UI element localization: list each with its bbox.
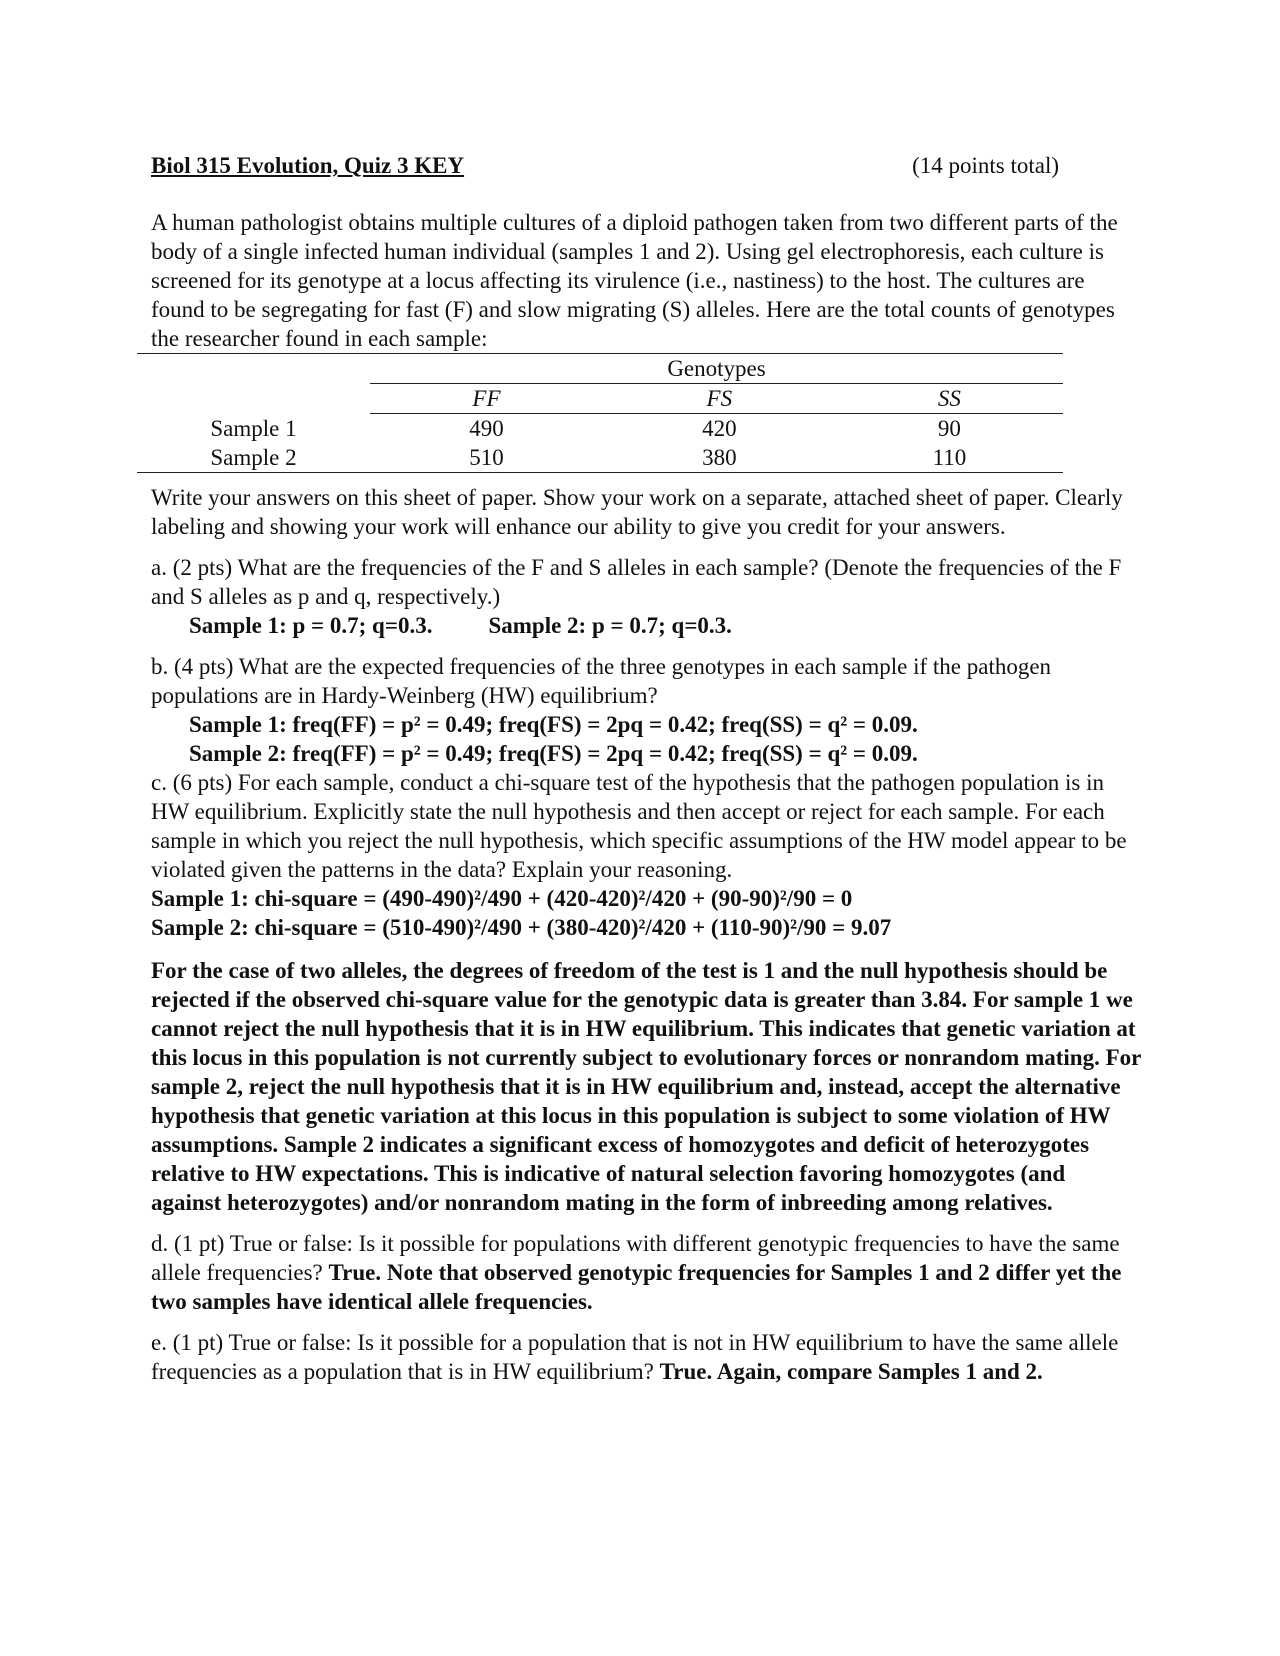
answer-d: True. Note that observed genotypic frequencies for Samples 1 and 2 differ yet the two samples have identical allele frequencies.	[151, 1260, 1122, 1314]
row-label: Sample 1	[210, 415, 297, 441]
answer-a-sample1: Sample 1: p = 0.7; q=0.3.	[189, 613, 433, 638]
genotype-table	[137, 353, 1063, 473]
answer-e: True. Again, compare Samples 1 and 2.	[659, 1359, 1043, 1384]
table-row	[137, 443, 1063, 473]
instructions: Write your answers on this sheet of paper. Show your work on a separate, attached sheet of paper. Clearly labeling and showing your work will enhance our ability to give you credit for your answers.	[151, 485, 1123, 539]
table-cell: 490	[469, 416, 504, 441]
answer-c-explanation: For the case of two alleles, the degrees of freedom of the test is 1 and the null hypothesis should be rejected if the observed chi-square value for the genotypic data is greater than 3.84. For sample 1 we cannot reject the null hypothesis that it is in HW equilibrium. This indicates that genetic variation at this locus in this population is not currently subject to evolutionary forces or nonrandom mating. For sample 2, reject the null hypothesis that it is in HW equilibrium and, instead, accept the alternative hypothesis that genetic variation at this locus in this population is subject to some violation of HW assumptions. Sample 2 indicates a significant excess of homozygotes and deficit of heterozygotes relative to HW expectations. This is indicative of natural selection favoring homozygotes (and against heterozygotes) and/or nonrandom mating in the form of inbreeding among relatives.	[151, 958, 1141, 1215]
question-b	[151, 652, 1141, 768]
row-label: Sample 2	[210, 445, 297, 470]
document-content	[151, 151, 1141, 1386]
answer-c-sample1: Sample 1: chi-square = (490-490)²/490 + (420-420)²/420 + (90-90)²/90 = 0	[151, 886, 853, 911]
question-a-text: a. (2 pts) What are the frequencies of the F and S alleles in each sample? (Denote the frequencies of the F and S alleles as p and q, respectively.)	[151, 555, 1122, 609]
question-d-text: d. (1 pt) True or false: Is it possible for populations with different genotypic frequencies to have the same allele frequencies?	[151, 1231, 1120, 1285]
question-a-answer	[151, 611, 1141, 640]
document-title: Biol 315 Evolution, Quiz 3 KEY	[151, 153, 465, 178]
question-b-text: b. (4 pts) What are the expected frequencies of the three genotypes in each sample if the pathogen populations are in Hardy-Weinberg (HW) equilibrium?	[151, 654, 1052, 708]
column-header-ss: SS	[836, 384, 1063, 414]
question-e	[151, 1328, 1141, 1386]
table-cell: 110	[932, 445, 967, 470]
column-header-fs: FS	[603, 384, 836, 414]
question-e-paragraph	[151, 1328, 1141, 1386]
question-c	[151, 768, 1141, 1217]
table-group-header-row	[137, 354, 1063, 384]
question-e-text: e. (1 pt) True or false: Is it possible for a population that is not in HW equilibrium to have the same allele frequencies as a population that is in HW equilibrium?	[151, 1330, 1119, 1384]
answer-b-sample1: Sample 1: freq(FF) = p² = 0.49; freq(FS) = 2pq = 0.42; freq(SS) = q² = 0.09.	[189, 712, 918, 737]
header	[151, 151, 1141, 180]
intro-paragraph: A human pathologist obtains multiple cultures of a diploid pathogen taken from two different parts of the body of a single infected human individual (samples 1 and 2). Using gel electrophoresis, each culture is screened for its genotype at a locus affecting its virulence (i.e., nastiness) to the host. The cultures are found to be segregating for fast (F) and slow migrating (S) alleles. Here are the total counts of genotypes the researcher found in each sample:	[151, 210, 1118, 351]
column-header-ff: FF	[370, 384, 603, 414]
genotypes-header: Genotypes	[370, 354, 1063, 384]
table-cell: 380	[702, 445, 737, 470]
answer-a-sample2: Sample 2: p = 0.7; q=0.3.	[488, 613, 732, 638]
question-a	[151, 553, 1141, 640]
answer-c-sample2: Sample 2: chi-square = (510-490)²/490 + (380-420)²/420 + (110-90)²/90 = 9.07	[151, 915, 892, 940]
points-total: (14 points total)	[912, 153, 1059, 178]
question-d-paragraph	[151, 1229, 1141, 1316]
question-c-text: c. (6 pts) For each sample, conduct a chi-square test of the hypothesis that the pathogen population is in HW equilibrium. Explicitly state the null hypothesis and then accept or reject for each sample. For each sample in which you reject the null hypothesis, which specific assumptions of the HW model appear to be violated given the patterns in the data? Explain your reasoning.	[151, 770, 1127, 882]
table-cell: 90	[937, 416, 961, 441]
table-cell: 420	[702, 416, 737, 441]
table-row	[137, 414, 1063, 444]
table-column-header-row	[137, 384, 1063, 414]
answer-b-sample2: Sample 2: freq(FF) = p² = 0.49; freq(FS) = 2pq = 0.42; freq(SS) = q² = 0.09.	[189, 741, 918, 766]
question-d	[151, 1229, 1141, 1316]
table-cell: 510	[469, 445, 504, 470]
